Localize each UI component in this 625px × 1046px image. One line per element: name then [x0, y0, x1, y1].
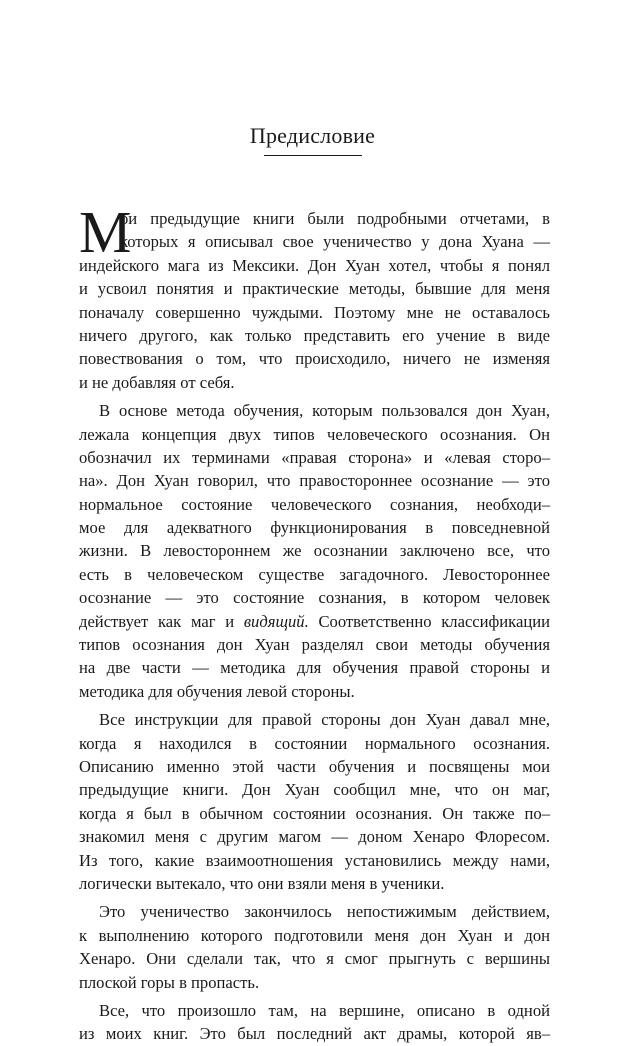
- text-line: плоской горы в пропасть.: [79, 972, 260, 992]
- body-text: [79, 199, 550, 1046]
- text-line-with-italic: [79, 610, 550, 633]
- drop-cap: М: [79, 199, 132, 265]
- title-underline: [264, 155, 362, 156]
- text-line: к выполнению которого подготовили меня дон Хуан и дон: [79, 925, 550, 945]
- text-line: нормальное состояние человеческого сознания, необходи–: [79, 494, 550, 514]
- text-line: Все инструкции для правой стороны дон Хуан давал мне,: [99, 710, 550, 730]
- text-line: обозначил их терминами «правая сторона» и «левая сторо–: [79, 447, 550, 467]
- text-line: и не добавляя от себя.: [79, 372, 235, 392]
- text-line: Описанию именно этой части обучения и посвящены мои: [79, 756, 550, 776]
- text-line: индейского мага из Мексики. Дон Хуан хотел, чтобы я понял: [79, 255, 550, 275]
- text-line: ои предыдущие книги были подробными отчетами, в: [120, 209, 550, 228]
- text-line: Все, что произошло там, на вершине, описано в одной: [99, 1000, 550, 1020]
- text-line: на две части — методика для обучения правой стороны и: [79, 658, 550, 678]
- text-line: есть в человеческом существе загадочного. Левостороннее: [79, 564, 550, 584]
- text-line: ничего другого, как только представить его учение в виде: [79, 325, 550, 345]
- text-line: жизни. В левостороннем же осознании заключено все, что: [79, 541, 550, 561]
- text-line: осознание — это состояние сознания, в котором человек: [79, 588, 550, 608]
- text-line: лежала концепция двух типов человеческого осознания. Он: [79, 424, 550, 444]
- text-line: когда я был в обычном состоянии осознания. Он также по–: [79, 803, 550, 823]
- text-line: из моих книг. Это был последний акт драмы, которой яв–: [79, 1024, 550, 1044]
- text-line: Это ученичество закончилось непостижимым действием,: [99, 902, 550, 922]
- text-segment: действует как маг и: [79, 611, 244, 631]
- chapter-title: Предисловие: [249, 123, 376, 148]
- text-line: В основе метода обучения, которым пользовался дон Хуан,: [99, 401, 550, 421]
- text-line: когда я находился в состоянии нормального осознания.: [79, 733, 550, 753]
- text-line: которых я описывал свое ученичество у дона Хуана —: [120, 232, 550, 252]
- text-line: повествования о том, что происходило, ничего не изменяя: [79, 349, 550, 369]
- text-line: логически вытекало, что они взяли меня в ученики.: [79, 873, 445, 893]
- text-line: предыдущие книги. Дон Хуан сообщил мне, что он маг,: [79, 780, 550, 800]
- italic-term: видящий.: [243, 611, 309, 631]
- text-line: знакомил меня с другим магом — доном Хенаро Флоресом.: [79, 827, 550, 847]
- text-segment: Соответственно классификации: [308, 611, 550, 631]
- text-line: типов осознания дон Хуан разделял свои методы обучения: [79, 635, 550, 655]
- text-line: и усвоил понятия и практические методы, бывшие для меня: [79, 279, 550, 299]
- text-line: на». Дон Хуан говорил, что правостороннее осознание — это: [79, 471, 550, 491]
- text-line: Из того, какие взаимоотношения установились между нами,: [79, 850, 550, 870]
- text-line: методика для обучения левой стороны.: [79, 681, 355, 701]
- text-line: Хенаро. Они сделали так, что я смог прыгнуть с вершины: [79, 949, 550, 969]
- text-line: поначалу совершенно чуждыми. Поэтому мне не оставалось: [79, 302, 550, 322]
- text-line: мое для адекватного функционирования в повседневной: [79, 518, 550, 538]
